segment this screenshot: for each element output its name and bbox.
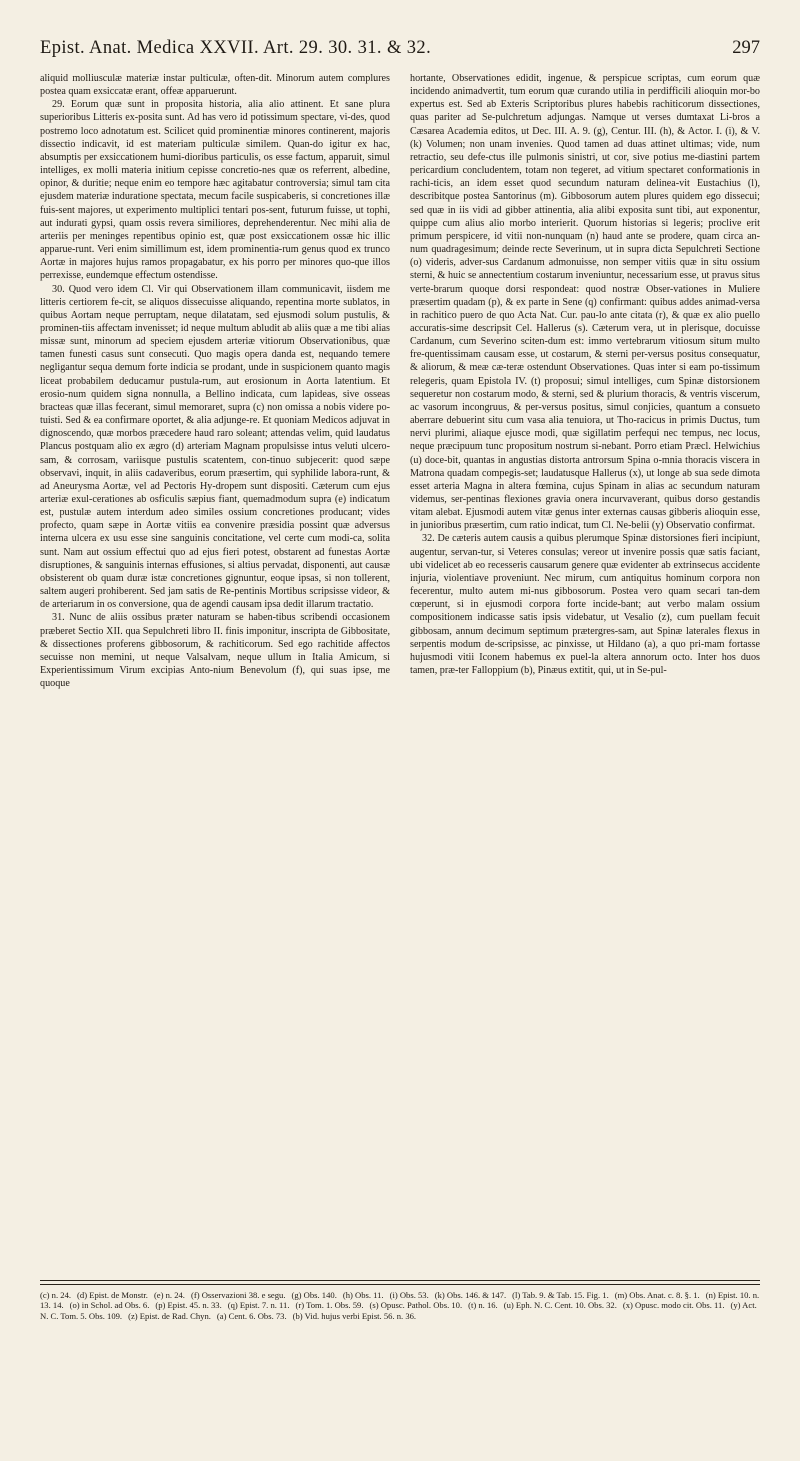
footnote-rule-double bbox=[40, 1284, 760, 1285]
footnote: (p) Epist. 45. n. 33. bbox=[155, 1300, 222, 1311]
footnote: (r) Tom. 1. Obs. 59. bbox=[295, 1300, 364, 1311]
paragraph: 30. Quod vero idem Cl. Vir qui Observationem illam communicavit, iisdem me litteris certiorem fe-cit, se aliquos dissecuisse aliquando, repentina morte sublatos, in quibus Aortam neque perruptam, neque dilatatam, sed ejusmodi solum pustulis, & prominen-tiis affectam invenisset; id neque multum abludit ab aliis quæ a me tibi alias missæ sunt, minorum ad speciem ejusdem arteriæ vitiorum Observationibus, quæ tamen funesti casus sunt consecuti. Quo magis opera danda est, nequando temere negligantur sequa demum forte indicia se prodant, unde in suspicionem quanto magis liceat probabilem deducamur pustula-rum, aut erosionum in Aorta latentium. Et erosio-num quidem signa nonnulla, a Bellino indicata, cum lapideas, sive osseas bracteas quæ illas fecerant, simul memoraret, supra (c) non omissa a nobis videre po-tuisti. Sed & ea confirmare oportet, & alia adjunge-re. Et quoniam Medicos adjuvat in dignoscendo, quæ morbos præcedere haud raro soleant; attendas velim, quid laudatus Plancus postquam alio ex ægro (d) arteriam Magnam propulsisse intus veluti ulcero-sam, & corrosam, variisque pustulis scatentem, con-tinuo subjecerit: quod sæpe observavi, inquit, in aliis cadaveribus, eorum præsertim, qui syphilide labora-runt, & ad Aneurysma Aortæ, vel ad Pectoris Hy-dropem sunt dispositi. Cæterum cum ejus arteriæ exul-cerationes ab osficulis sæpius fiant, quemadmodum supra (e) indicatum est, pustulæ autem interdum adeo similes ossium concretiones producant; vides profecto, quam sæpe in Aortæ vitiis ea convenire præsidia possint quæ adversus interna ulcera ex usu esse sine sanguinis concitatione, vel certe cum modi-ca, solita sunt. Nam aut ossium effectui quo ad ejus fieri potest, obstarent ad funestas Aortæ disruptiones, & sanguinis internas effusiones, si altius pervadat, disponenti, aut causæ obsisterent ob quam duræ istæ concretiones gignuntur, eoque ipsas, si non tollerent, saltem augeri prohiberent. Sed jam satis de Re-pentinis Mortibus scripsisse videor, & de arteriarum in os conversione, qua de agendi causam ipsa dedit illarum tractatio. bbox=[40, 283, 390, 611]
text-columns bbox=[40, 72, 760, 1270]
footnote: (q) Epist. 7. n. 11. bbox=[227, 1300, 290, 1311]
left-column bbox=[40, 72, 390, 1270]
footnote: (k) Obs. 146. & 147. bbox=[434, 1290, 507, 1300]
footnote: (o) in Schol. ad Obs. 6. bbox=[69, 1300, 150, 1311]
footnote: (f) Osservazioni 38. e segu. bbox=[190, 1290, 286, 1300]
running-title: Epist. Anat. Medica XXVII. Art. 29. 30. 31. & 32. bbox=[40, 38, 432, 58]
footnote: (t) n. 16. bbox=[468, 1300, 498, 1311]
running-header bbox=[40, 38, 760, 68]
footnote: (d) Epist. de Monstr. bbox=[77, 1290, 148, 1300]
page-number: 297 bbox=[732, 38, 760, 58]
footnote: (e) n. 24. bbox=[153, 1290, 185, 1300]
footnote: (z) Epist. de Rad. Chyn. bbox=[128, 1310, 211, 1321]
footnote: (h) Obs. 11. bbox=[342, 1290, 384, 1300]
paragraph: 29. Eorum quæ sunt in proposita historia, alia alio attinent. Et sane plura superioribus Litteris ex-posita sunt. Ad has vero id potissimum spectare, vi-des, quod postremo loco adnotatum est. Scilicet quid prominentiæ minores continerent, majoris dissectio indicavit, id est materiam pulticulæ similem. Quan-do igitur ex hac, absumptis per exsiccationem humi-dioribus particulis, os esse factum, apparuit, simul intelliges, ex molli materia initium cepisse concretio-nes quæ os referrent, albedine, opinor, & duritie; neque enim eo tempore hæc agitabatur controversia; simul tam cita ejusdem materiæ induratione spectata, mecum facile suspicaberis, si concretiones illæ fuis-sent majores, ut experimento multiplici tentari pos-sent, futurum fuisse, ut tophi, aut indurati gypsi, quam ossis revera similiores, deprehenderentur. Nec mihi alia de arteriis per meninges repentibus opinio est, quæ post exsiccationem ossæ hic illic apparue-runt. Veri enim simillimum est, idem prominentia-rum genus quod ex trunco Aortæ in majores hujus ramos propagabatur, ex his porro per minores quo-que illos perrexisse, eundemque effectum ostendisse. bbox=[40, 99, 390, 282]
paragraph: hortante, Observationes edidit, ingenue, & perspicue scriptas, cum eorum quæ incidendo animadvertit, tum eorum quæ curando utilia in perdifficili alioquin mor-bo expertus est. Sed ab Exteris Scriptoribus plures habebis rachiticorum dissectiones, quas pariter ad Se-pulchretum adjungas. Namque ut verses dumtaxat Li-bros a Cæsarea Academia editos, ut Dec. III. A. 9. (g), Centur. III. (h), & Actor. I. (i), & V. (k) Volumen; non unam invenies. Quod tamen ad duas attinet ultimas; vide, num retractio, seu defe-ctus ille pulmonis sinistri, ut cor, sive potius me-diastini partem pericardium concludentem, totam non tegeret, ad vitium spectaret conformationis in rachi-ticis, an idem esset quod secundum naturam delinea-vit Eustachius (l), describitque postea Santorinus (m). Gibbosorum autem plures quidem ego dissecui; sed quæ in iis vidi ad gibber attinentia, alia alibi exposita sunt tibi, aut exponentur, quippe cum alius alio morbo interierit. Quorum historias si legeris; proclive erit primum perspicere, id vitii non-nunquam (n) haud ante se prodere, quam circa an-num quadragesimum; deinde recte Severinum, ut in supra dicta Sepulchreti Sectione (o) videris, adver-sus Cardanum admonuisse, non semper vitiis quæ in situ ossium sterni, & huic se annectentium costarum inveniuntur, necessarium esse, ut pravus situs verte-brarum quoque dorsi respondeat: quod nostræ Obser-vationes in Muliere præsertim quadam (p), & ex parte in Sene (q) confirmant: quibus addes animad-versa in rachitico puero de quo Acta Nat. Cur. pau-lo ante citata (r), & quæ ex alio puello accuratis-sime descripsit Cel. Hallerus (s). Cæterum vera, ut in plerisque, docuisse Cardanum, cum Severino sciten-dum est: immo vertebrarum vitiosum situm multo fre-quentissimam causam esse, ut costarum, & sterni per-versus positus consequatur, & aliorum, & meæ cæ-teræ ostendunt Observationes. Quas inter si eam po-tissimum relegeris, quam Epistola IV. (t) proposui; simul intelliges, cum Spinæ distorsionem sequeretur non costarum modo, & sterni, sed & plurium thoracis, & ventris viscerum, ac vasorum incongruus, & per-versus positus, simul conjicies, quantum a consueto aberrare debuerint situ cum vasa alia tenuiora, ut Tho-racicus in primis Ductus, tum nervi plurimi, aliaque ejusce modi, quæ sigillatim perfequi nec tempus, nec locus, neque præcipuum tunc propositum nostrum si-nebant. Porro etiam Præcl. Helwichius (u) doce-bit, quantas in angustias distorta antrorsum Spina o-mnia thoracis viscera in Matrona quadam compegis-set; laudatusque Hallerus (x), ut longe ab sua sede dimota esset arteria Magna in altera fœmina, cujus Spinam in alias ac secundum naturam videmus, ser-pentinas flexiones gravia onera incurvaverant, quibus dorso gestandis vitam alebat. Ejusmodi autem vitæ genus inter externas causas gibberis alioquin esse, in junioribus præsertim, cum ratio indicat, tum Cl. Ne-belii (y) Observatio confirmat. bbox=[410, 73, 760, 532]
paragraph: 32. De cæteris autem causis a quibus plerumque Spinæ distorsiones fieri incipiunt, augentur, servan-tur, si Veteres consulas; vereor ut invenire possis quæ satis faciant, ubi videlicet ab eo recesseris causarum genere quæ evidenter ab extrinsecus accidente injuria, violentiave proveniunt. Nec mirum, cum antiquitus hominum corpora non fecerentur, multo autem mi-nus gibbosorum. Postea vero quam secari tan-dem cœperunt, si in ejusmodi corpora forte incide-bant; aut verbo malam ossium compositionem indicasse satis ipsis videbatur, ut Vesalio (z), cum puellam fecuit gibbosam, annum decimum septimum prætergres-sam, aut Spinæ laterales flexus in serpentis modum de-scripsisse, ac pinxisse, ut Hildano (a), a quo pri-mam fortasse hujusmodi vitii Iconem habemus ex puel-la altera annorum octo. Inter hos duos tamen, præ-ter Falloppium (b), Pinæus extitit, qui, ut in Se-pul- bbox=[410, 533, 760, 677]
right-column bbox=[410, 72, 760, 1270]
footnote: (b) Vid. hujus verbi Epist. 56. n. 36. bbox=[292, 1310, 417, 1321]
footnote: (n) Epist. 10. n. 13. 14. bbox=[40, 1290, 760, 1311]
footnote: (i) Obs. 53. bbox=[389, 1290, 429, 1300]
footnote: (m) Obs. Anat. c. 8. §. 1. bbox=[614, 1290, 700, 1300]
footnote: (u) Eph. N. C. Cent. 10. Obs. 32. bbox=[503, 1300, 617, 1311]
footnote-rule bbox=[40, 1280, 760, 1281]
footnote: (s) Opusc. Pathol. Obs. 10. bbox=[369, 1300, 463, 1311]
footnote: (l) Tab. 9. & Tab. 15. Fig. 1. bbox=[512, 1290, 609, 1300]
paragraph: 31. Nunc de aliis ossibus præter naturam se haben-tibus scribendi occasionem præberet Sectio XII. qua Sepulchreti libro II. finis imponitur, inscripta de Gibbositate, & dissectiones proferens gibbosorum, & rachiticorum. Sed ego rachitide affectos secuisse non memini, ut neque Valsalvam, neque ullum in Italia Amicum, si Experientissimum Virum excipias Anto-nium Benevolum (f), qui suas ipse, me quoque bbox=[40, 612, 390, 690]
footnote: (y) Act. N. C. Tom. 5. Obs. 109. bbox=[40, 1300, 757, 1321]
footnote: (a) Cent. 6. Obs. 73. bbox=[216, 1310, 287, 1321]
footnote: (c) n. 24. bbox=[40, 1290, 72, 1300]
footnote: (x) Opusc. modo cit. Obs. 11. bbox=[622, 1300, 725, 1311]
paragraph: aliquid molliusculæ materiæ instar pulticulæ, often-dit. Minorum autem complures postea quam exsiccatæ erant, offeæ apparuerunt. bbox=[40, 73, 390, 98]
footnotes bbox=[40, 1290, 760, 1450]
footnote: (g) Obs. 140. bbox=[291, 1290, 337, 1300]
